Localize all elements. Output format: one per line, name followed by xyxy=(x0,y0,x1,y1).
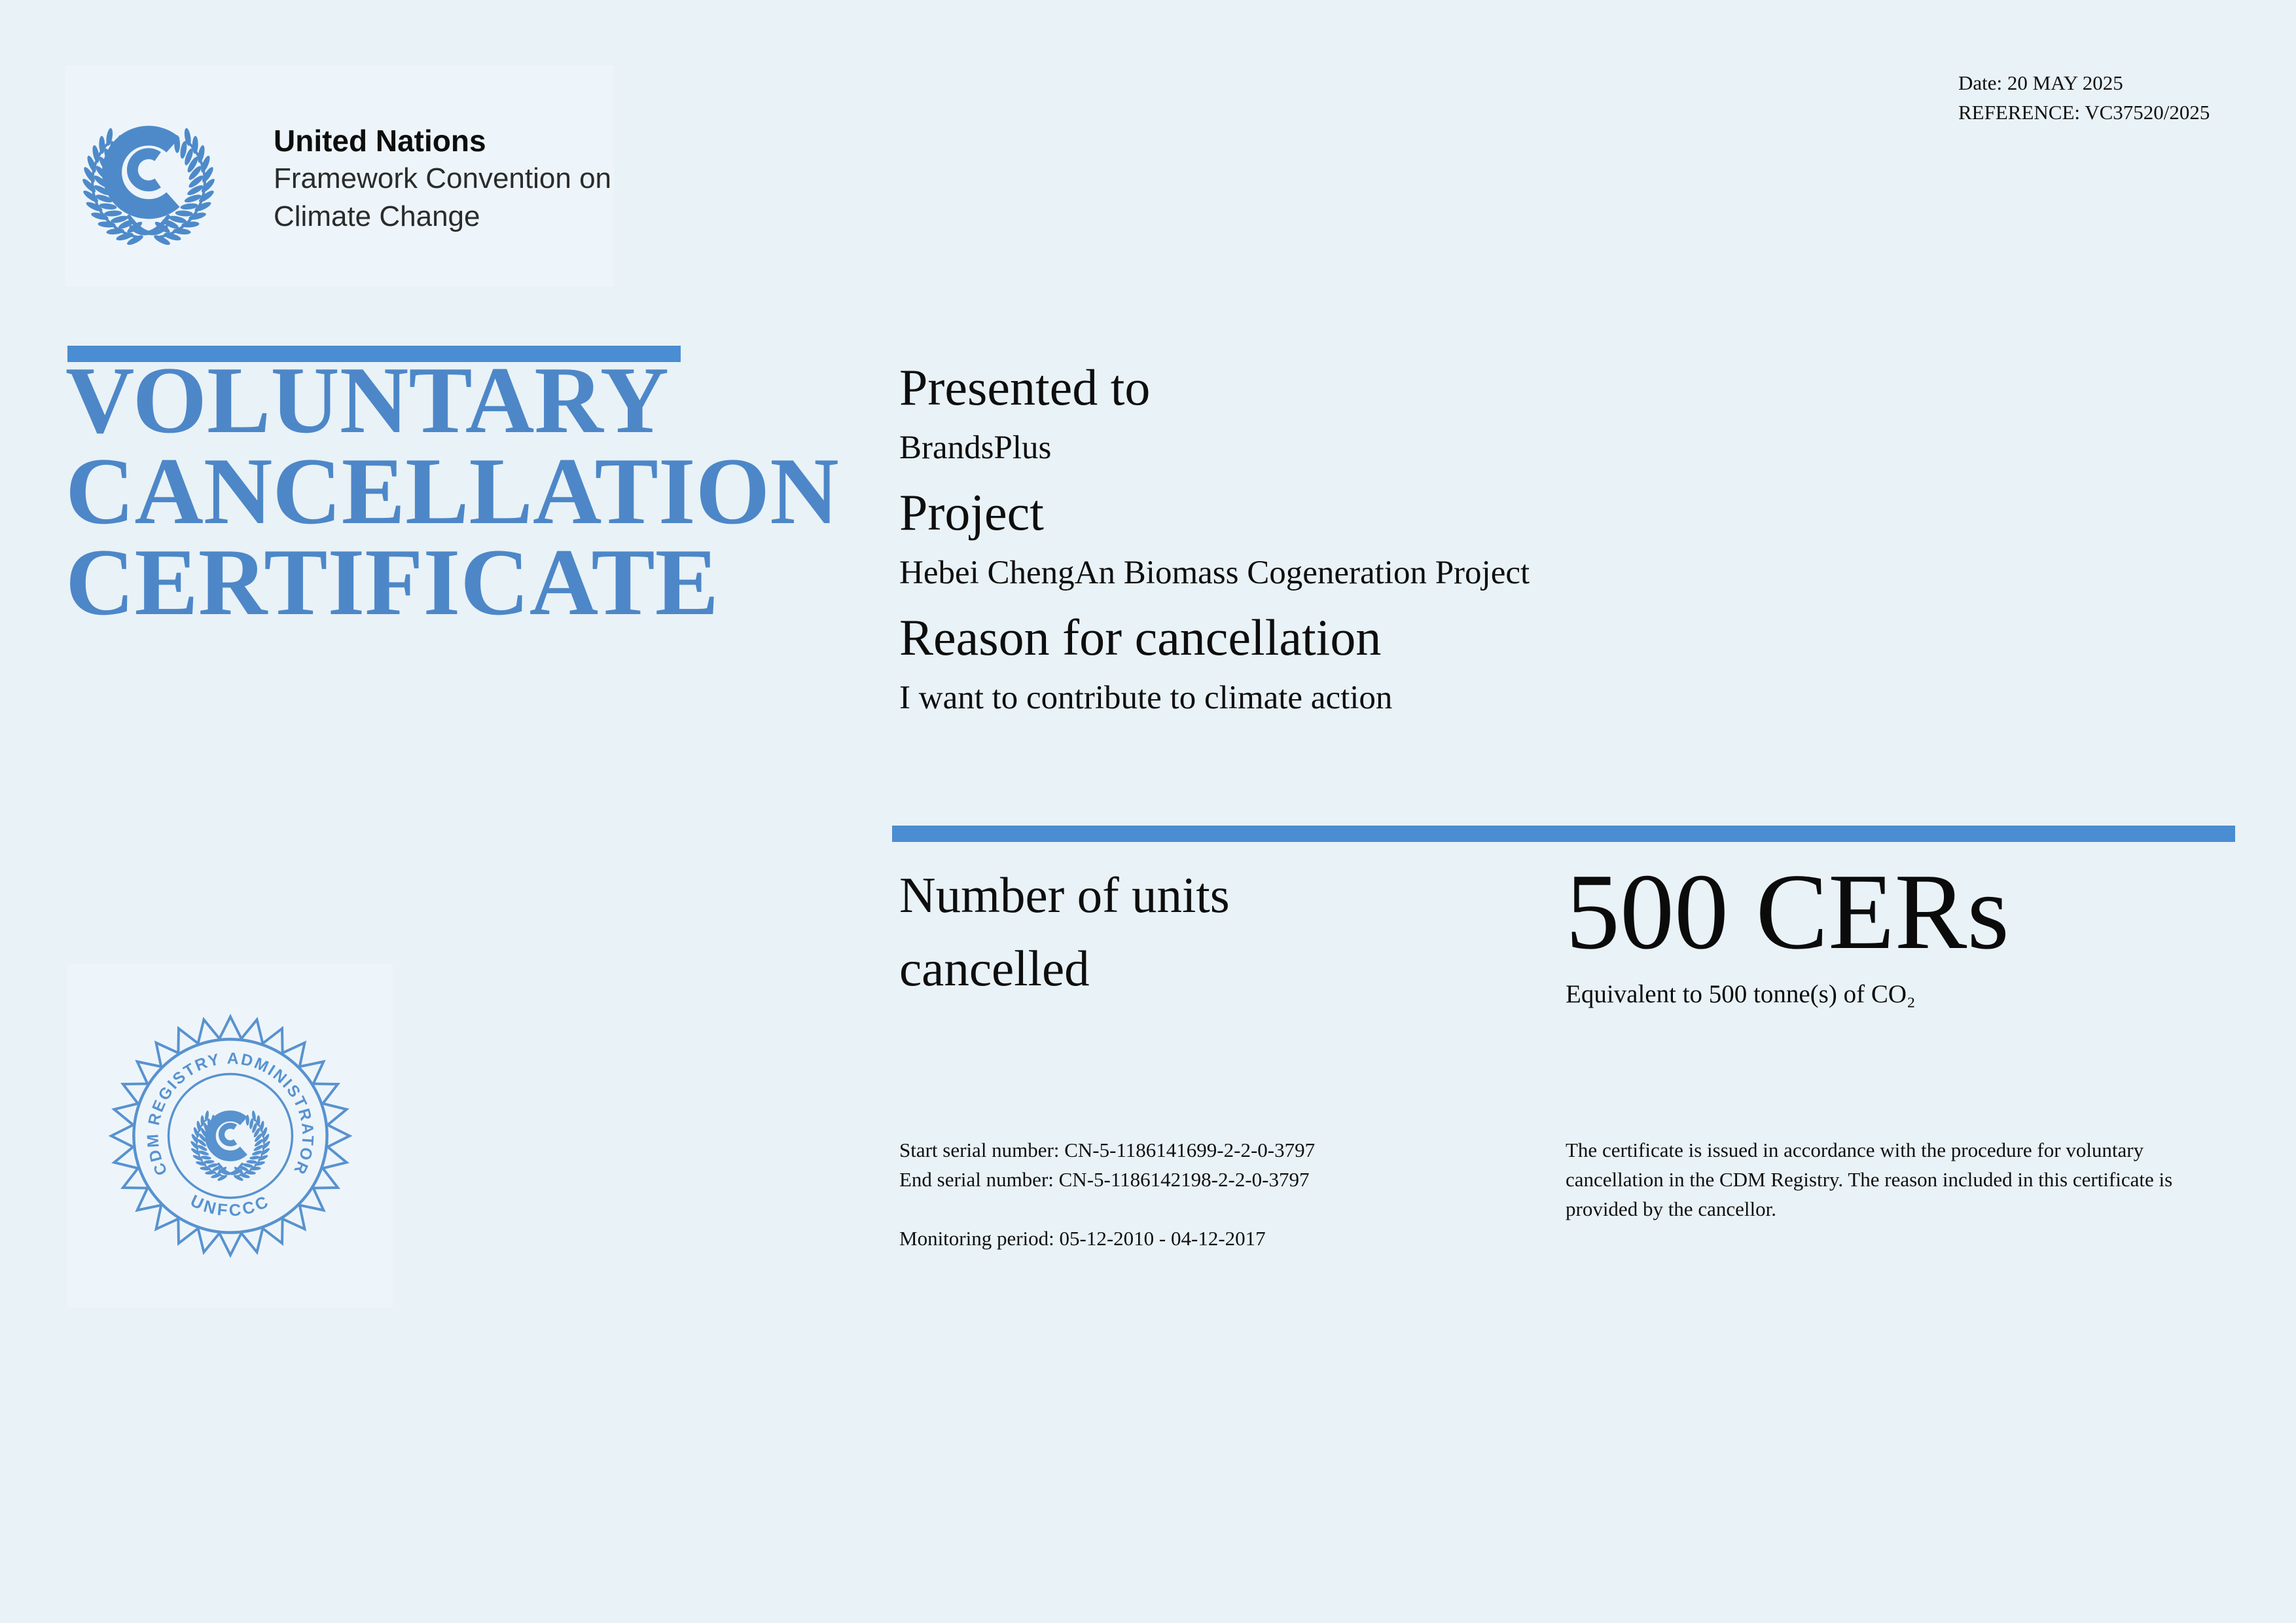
serial-end: End serial number: CN-5-1186142198-2-2-0-3797 xyxy=(899,1168,1310,1191)
project-label: Project xyxy=(899,484,1044,541)
issue-date: Date: 20 MAY 2025 xyxy=(1958,71,2123,94)
section-divider-bar xyxy=(892,826,2235,842)
un-subline-2: Climate Change xyxy=(274,200,480,232)
seal-arc-top-text: CDM REGISTRY ADMINISTRATOR xyxy=(143,1049,317,1178)
serial-numbers-block xyxy=(899,1135,1315,1253)
units-block xyxy=(1566,851,2009,1009)
seal-arc-bottom-text: UNFCCC xyxy=(187,1192,274,1220)
presented-to-value: BrandsPlus xyxy=(899,429,1052,467)
date-reference-block xyxy=(1958,68,2210,127)
presented-to-label: Presented to xyxy=(899,359,1151,416)
title-line-2: CANCELLATION xyxy=(65,438,839,544)
certificate-title xyxy=(65,347,839,635)
cdm-registry-seal-icon xyxy=(108,1013,353,1258)
units-value: 500 CERs xyxy=(1566,851,2009,972)
units-label: Number of units cancelled xyxy=(899,867,1230,996)
unfccc-logo-text xyxy=(274,122,611,236)
unfccc-logo-icon xyxy=(77,106,220,254)
certificate-details xyxy=(899,357,1530,733)
title-line-3: CERTIFICATE xyxy=(65,529,719,635)
monitoring-period: Monitoring period: 05-12-2010 - 04-12-2017 xyxy=(899,1227,1266,1250)
reason-label: Reason for cancellation xyxy=(899,609,1382,666)
units-equivalent: Equivalent to 500 tonne(s) of CO₂ xyxy=(1566,979,1916,1008)
svg-text:UNFCCC xyxy=(187,1192,273,1220)
unfccc-logo-panel xyxy=(65,65,614,287)
reference-number: REFERENCE: VC37520/2025 xyxy=(1958,101,2210,124)
title-line-1: VOLUNTARY xyxy=(65,347,670,453)
issuance-note: The certificate is issued in accordance with the procedure for voluntary cancellation in the CDM Registry. The reason included in this certificate is provided by the cancellor. xyxy=(1566,1139,2173,1220)
project-value: Hebei ChengAn Biomass Cogeneration Project xyxy=(899,555,1530,592)
un-name: United Nations xyxy=(274,124,486,158)
seal-panel xyxy=(67,964,393,1308)
serial-start: Start serial number: CN-5-1186141699-2-2-0-3797 xyxy=(899,1139,1316,1161)
un-subline-1: Framework Convention on xyxy=(274,162,612,194)
reason-value: I want to contribute to climate action xyxy=(899,680,1393,717)
